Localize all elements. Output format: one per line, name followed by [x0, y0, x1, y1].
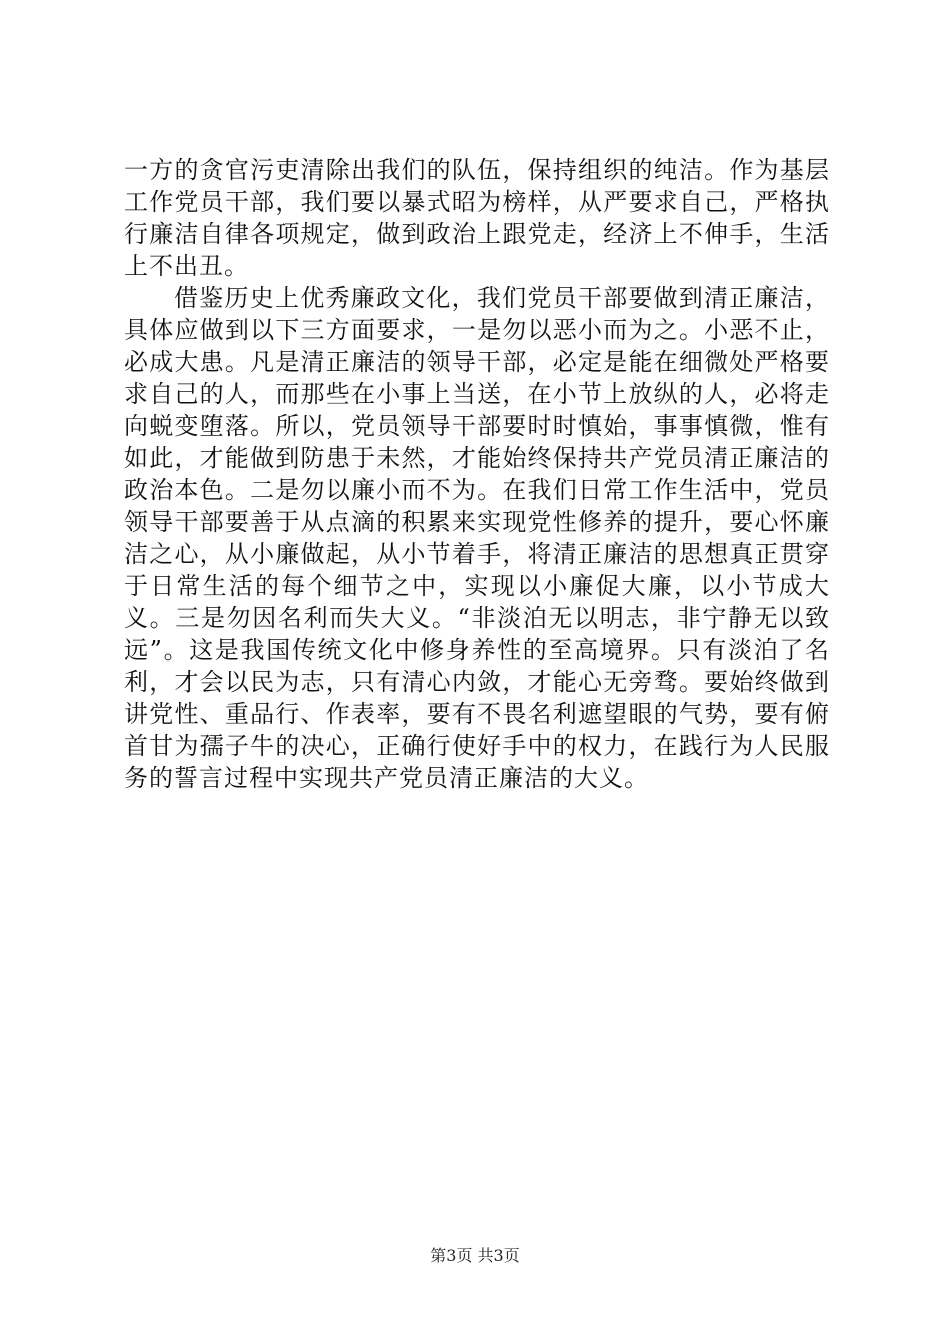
paragraph-continuation: 一方的贪官污吏清除出我们的队伍，保持组织的纯洁。作为基层工作党员干部，我们要以暴式昭为榜样，从严要求自己，严格执行廉洁自律各项规定，做到政治上跟党走，经济上不伸手，生活上不出丑。 — [124, 156, 830, 280]
page-footer: 第3页 共3页 — [430, 1246, 520, 1265]
document-body — [124, 154, 830, 794]
paragraph-main: 借鉴历史上优秀廉政文化，我们党员干部要做到清正廉洁，具体应做到以下三方面要求，一是勿以恶小而为之。小恶不止，必成大患。凡是清正廉洁的领导干部，必定是能在细微处严格要求自己的人，而那些在小事上当送，在小节上放纵的人，必将走向蜕变堕落。所以，党员领导干部要时时慎始，事事慎微，惟有如此，才能做到防患于未然，才能始终保持共产党员清正廉洁的政治本色。二是勿以廉小而不为。在我们日常工作生活中，党员领导干部要善于从点滴的积累来实现党性修养的提升，要心怀廉洁之心，从小廉做起，从小节着手，将清正廉洁的思想真正贯穿于日常生活的每个细节之中，实现以小廉促大廉，以小节成大义。三是勿因名利而失大义。“非淡泊无以明志，非宁静无以致远”。这是我国传统文化中修身养性的至高境界。只有淡泊了名利，才会以民为志，只有清心内敛，才能心无旁骛。要始终做到讲党性、重品行、作表率，要有不畏名利遮望眼的气势，要有俯首甘为孺子牛的决心，正确行使好手中的权力，在践行为人民服务的誓言过程中实现共产党员清正廉洁的大义。 — [124, 284, 830, 792]
